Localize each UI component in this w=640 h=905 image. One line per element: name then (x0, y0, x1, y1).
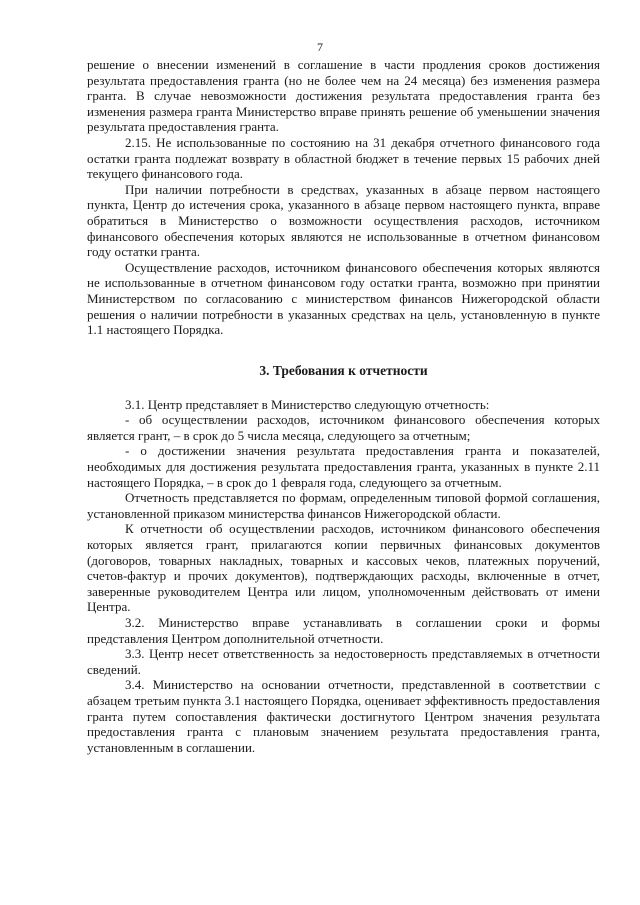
paragraph-clause-2-15: 2.15. Не использованные по состоянию на 31 декабря отчетного финансового года остатки гранта подлежат возврату в областной бюджет в течение первых 15 рабочих дней текущего финансового года. (87, 134, 600, 182)
paragraph-clause-3-1: 3.1. Центр представляет в Министерство следующую отчетность: (125, 396, 490, 412)
list-item-expenses-report: - об осуществлении расходов, источником финансового обеспечения которых является грант, – в срок до 5 числа месяца, следующего за отчетным; (87, 412, 600, 443)
list-item-results-report: - о достижении значения результата предоставления гранта и показателей, необходимых для достижения результата предоставления гранта, указанных в пункте 2.11 настоящего Порядка, – в срок до 1 февраля года, следующего за отчетным. (87, 443, 600, 490)
paragraph-remaining-funds-request: При наличии потребности в средствах, указанных в абзаце первом настоящего пункта, Центр до истечения срока, указанного в абзаце первом настоящего пункта, вправе обратиться в Министерство о возможности осуществления расходов, источником финансового обеспечения которых являются не использованные в отчетном финансовом году остатки гранта. (87, 181, 600, 260)
paragraph-report-attachments: К отчетности об осуществлении расходов, источником финансового обеспечения которых является грант, прилагаются копии первичных финансовых документов (договоров, товарных накладных, товарных и кассовых чеков, платежных поручений, счетов-фактур и прочих документов), подтверждающих расходы, включенные в отчет, заверенные руководителем Центра или лицом, уполномоченным действовать от имени Центра. (87, 521, 600, 615)
paragraph-clause-3-3: 3.3. Центр несет ответственность за недостоверность представляемых в отчетности сведений. (87, 646, 600, 677)
paragraph-clause-3-2: 3.2. Министерство вправе устанавливать в соглашении сроки и формы представления Центром дополнительной отчетности. (87, 615, 600, 646)
paragraph-remaining-funds-decision: Осуществление расходов, источником финансового обеспечения которых являются не использованные в отчетном финансовом году остатки гранта, возможно при принятии Министерством по согласованию с министерством финансов Нижегородской области решения о наличии потребности в указанных средствах на цель, установленную в пункте 1.1 настоящего Порядка. (87, 259, 600, 338)
page-number: 7 (317, 40, 323, 54)
section-heading: 3. Требования к отчетности (259, 362, 428, 378)
paragraph-clause-3-4: 3.4. Министерство на основании отчетности, представленной в соответствии с абзацем третьим пункта 3.1 настоящего Порядка, оценивает эффективность предоставления гранта путем сопоставления фактически достигнутого Центром значения результата предоставления гранта с плановым значением результата предоставления гранта, установленным в соглашении. (87, 677, 600, 755)
document-body (87, 57, 600, 755)
paragraph-report-forms: Отчетность представляется по формам, определенным типовой формой соглашения, установленной приказом министерства финансов Нижегородской области. (87, 490, 600, 521)
paragraph-continuation: решение о внесении изменений в соглашение в части продления сроков достижения результата предоставления гранта (но не более чем на 24 месяца) без изменения размера гранта. В случае невозможности достижения результата предоставления гранта без изменения размера гранта Министерство вправе принять решение об уменьшении значения результата предоставления гранта. (87, 57, 600, 135)
